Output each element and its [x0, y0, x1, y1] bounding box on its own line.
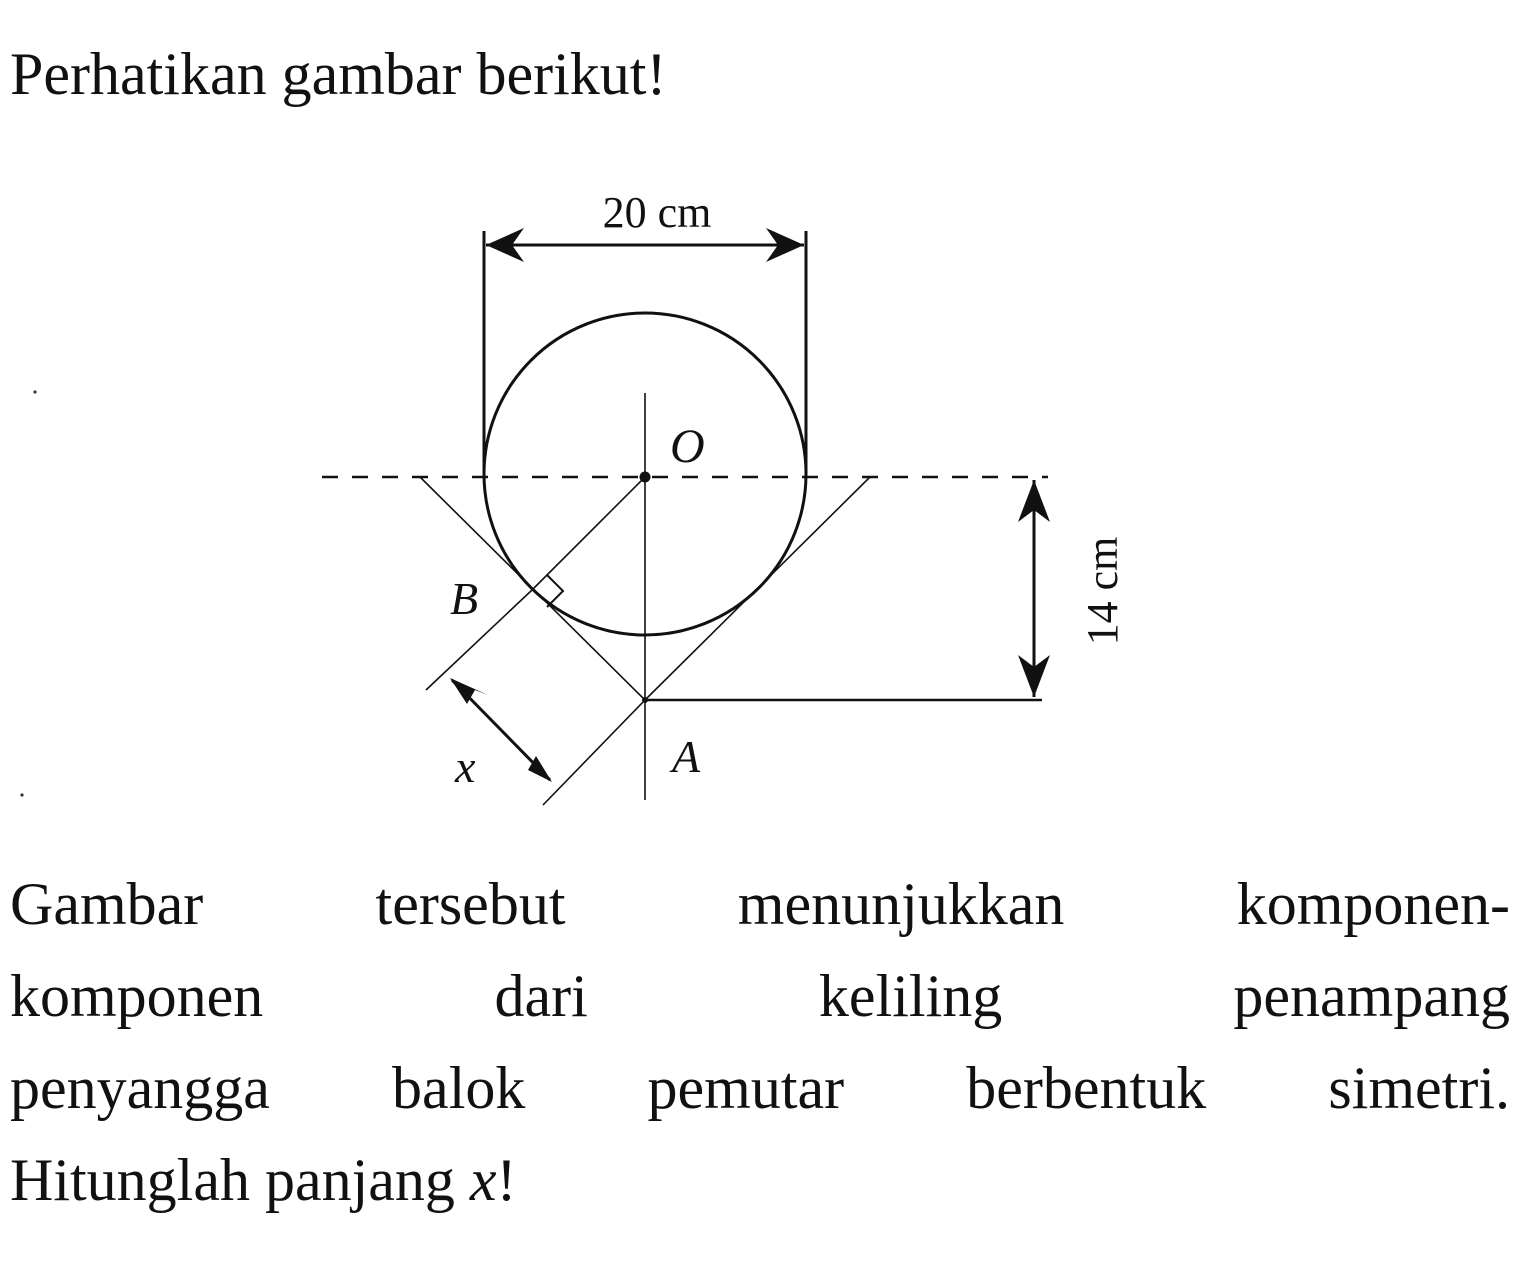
- label-o: O: [670, 420, 705, 473]
- x-arrow-upper: [450, 678, 488, 704]
- extension-line-a: [543, 700, 645, 805]
- radius-ob: [532, 477, 645, 590]
- label-a: A: [672, 731, 701, 782]
- label-b: B: [450, 573, 479, 624]
- height-label: 14 cm: [1078, 536, 1127, 646]
- question-line-3: penyangga balok pemutar berbentuk simetri.: [10, 1055, 1510, 1121]
- speck: [20, 793, 23, 796]
- width-label: 20 cm: [602, 188, 712, 237]
- x-arrow-lower: [516, 756, 552, 782]
- question-variable-x: x: [469, 1147, 497, 1213]
- question-line-4-prefix: Hitunglah panjang: [10, 1147, 470, 1213]
- question-line-1: Gambar tersebut menunjukkan komponen-: [10, 871, 1510, 937]
- speck: [33, 390, 36, 393]
- center-point-o: [640, 472, 651, 483]
- intro-text: Perhatikan gambar berikut!: [10, 41, 667, 107]
- extension-line-b: [426, 590, 532, 690]
- label-x: x: [455, 741, 476, 792]
- question-line-2: komponen dari keliling penampang: [10, 963, 1510, 1029]
- question-text: [10, 858, 1510, 1226]
- question-line-4-suffix: !: [496, 1147, 517, 1213]
- question-line-4: [10, 1134, 1510, 1226]
